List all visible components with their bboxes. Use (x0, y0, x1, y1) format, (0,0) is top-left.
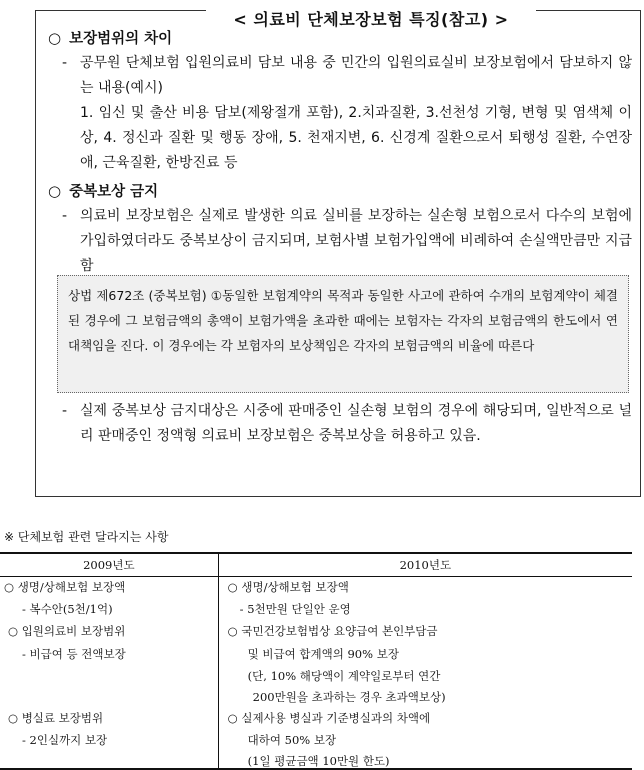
section-title: 중복보상 금지 (69, 184, 159, 200)
row-2009-3: - 비급여 등 전액보장 (22, 647, 126, 661)
row-2010-0: ○ 생명/상해보험 보장액 (227, 580, 349, 594)
dash-marker: - (62, 403, 68, 419)
row-2010-6: ○ 실제사용 병실과 기준병실과의 차액에 (227, 711, 431, 725)
duplicate-item-1 (62, 204, 632, 279)
duplicate-item-2 (62, 399, 632, 449)
bullet-circle: ○ (48, 182, 62, 200)
row-2009-2: ○ 입원의료비 보장범위 (8, 624, 126, 638)
row-2009-0: ○ 생명/상해보험 보장액 (4, 580, 126, 594)
law-excerpt: 상법 제672조 (중복보험) ①동일한 보험계약의 목적과 동일한 사고에 관하여 수개의 보험계약이 체결된 경우에 그 보험금액의 총액이 보험가액을 초과한 때에는 보험자는 각자의 보험금액의 한도에서 연대책임을 진다. 이 경우에는 각 보험자의 보상책임은 각자의 보험금액의 비율에 따른다 (57, 275, 629, 393)
coverage-list: 1. 임신 및 출산 비용 담보(제왕절개 포함), 2.치과질환, 3.선천성 기형, 변형 및 염색체 이상, 4. 정신과 질환 및 행동 장애, 5. 천재지변, 6. 신경계 질환으로서 퇴행성 질환, 수연장애, 근육질환, 한방진료 등 (80, 105, 632, 171)
row-2010-7: 대하여 50% 보장 (247, 733, 337, 747)
duplicate-item-text: 실제 중복보상 금지대상은 시중에 판매중인 실손형 보험의 경우에 해당되며, 일반적으로 널리 판매중인 정액형 의료비 보장보험은 중복보상을 허용하고 있음. (80, 403, 632, 444)
row-2010-5: 200만원을 초과하는 경우 초과액보상) (252, 690, 446, 704)
changes-note: ※ 단체보험 관련 달라지는 사항 (4, 530, 169, 544)
section-heading-duplicate (48, 180, 158, 201)
row-2010-4: (단, 10% 해당액이 계약일로부터 연간 (247, 669, 441, 683)
dash-marker: - (62, 55, 68, 71)
section-heading-coverage (48, 27, 172, 48)
dash-marker: - (62, 208, 68, 224)
header-2010: 2010년도 (218, 553, 632, 577)
box-title: < 의료비 단체보장보험 특징(참고) > (206, 9, 536, 31)
cell-2010 (218, 577, 632, 770)
header-2009: 2009년도 (0, 553, 218, 577)
row-2010-3: 및 비급여 합계액의 90% 보장 (247, 647, 399, 661)
bullet-circle: ○ (48, 29, 62, 47)
row-2009-5: - 2인실까지 보장 (22, 733, 108, 747)
row-2010-1: - 5천만원 단일안 운영 (239, 602, 351, 616)
row-2010-8: (1일 평균금액 10만원 한도) (247, 754, 390, 768)
feature-box (35, 10, 641, 497)
comparison-table (0, 552, 632, 770)
cell-2009 (0, 577, 218, 770)
row-2009-1: - 복수안(5천/1억) (22, 602, 113, 616)
coverage-item-text: 공무원 단체보험 입원의료비 담보 내용 중 민간의 입원의료실비 보장보험에서 담보하지 않는 내용(예시) (80, 55, 632, 96)
coverage-item (62, 51, 632, 101)
section-title: 보장범위의 차이 (69, 31, 173, 47)
row-2010-2: ○ 국민건강보험법상 요양급여 본인부담금 (227, 624, 438, 638)
row-2009-4: ○ 병실료 보장범위 (8, 711, 104, 725)
duplicate-item-text: 의료비 보장보험은 실제로 발생한 의료 실비를 보장하는 실손형 보험으로서 다수의 보험에 가입하였더라도 중복보상이 금지되며, 보험사별 보험가입액에 비례하여 손실액만큼만 지급함 (80, 208, 632, 274)
